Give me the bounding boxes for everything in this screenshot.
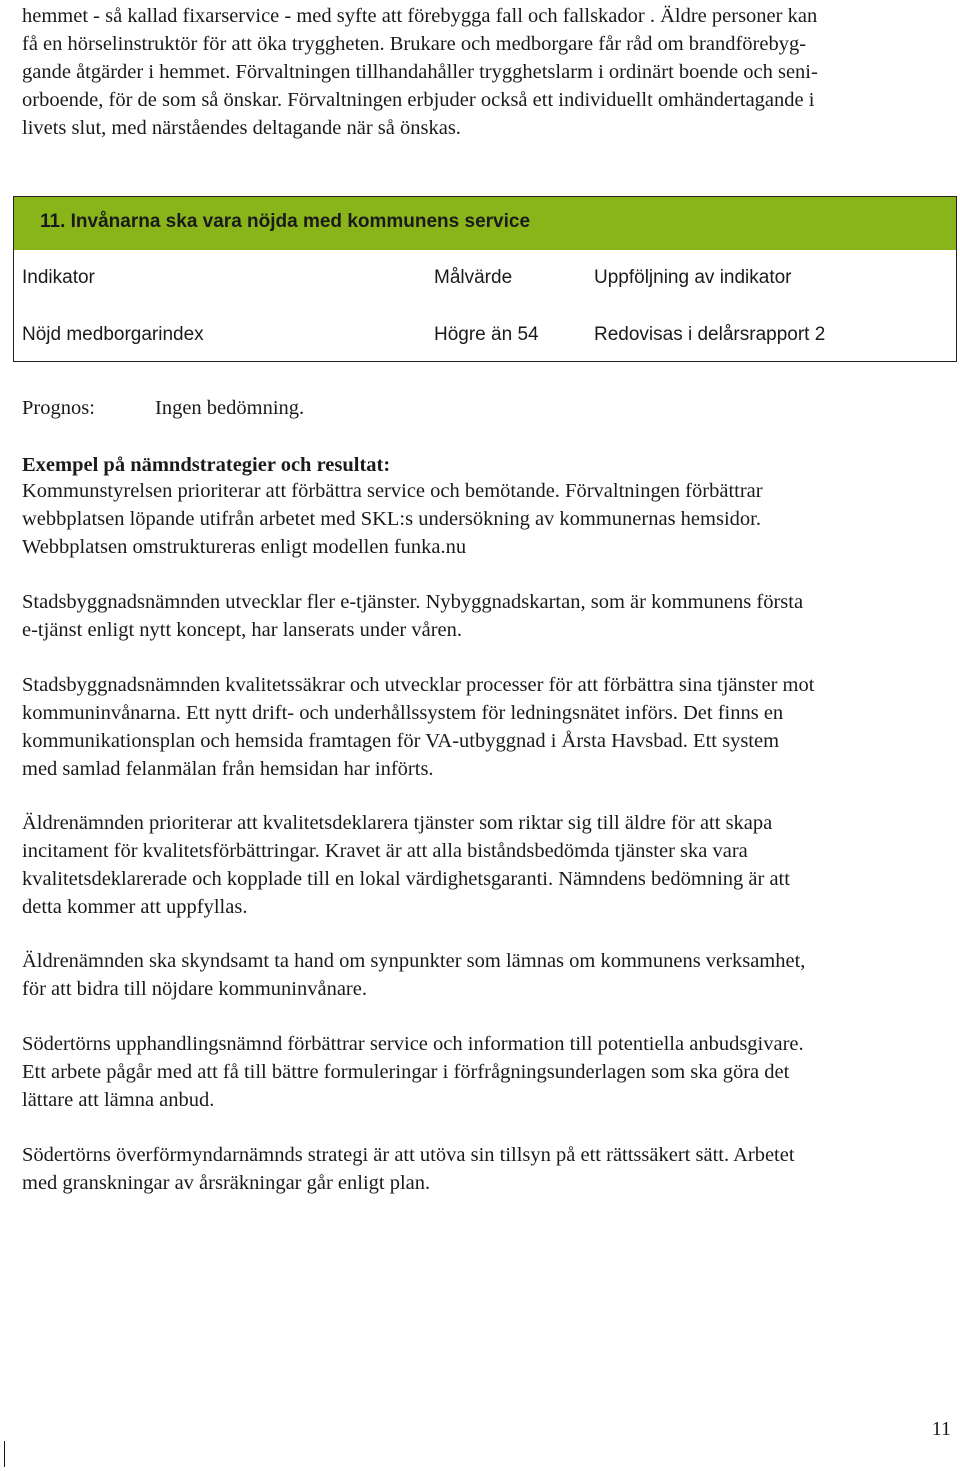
column-header-indicator: Indikator	[22, 267, 95, 288]
text-line: hemmet - så kallad fixarservice - med syfte att förebygga fall och fallskador . Äldre personer kan	[22, 5, 818, 27]
prognos-label: Prognos:	[22, 397, 95, 419]
strategy-paragraph	[22, 1030, 942, 1114]
text-line: Webbplatsen omstruktureras enligt modellen funka.nu	[22, 536, 467, 558]
text-line: Äldrenämnden ska skyndsamt ta hand om synpunkter som lämnas om kommunens verksamhet,	[22, 950, 806, 972]
goal-title: 11. Invånarna ska vara nöjda med kommunens service	[40, 211, 531, 232]
text-line: Kommunstyrelsen prioriterar att förbättra service och bemötande. Förvaltningen förbättrar	[22, 480, 763, 502]
text-line: kvalitetsdeklarerade och kopplade till en lokal värdighetsgaranti. Nämndens bedömning är att	[22, 868, 790, 890]
text-line: livets slut, med närståendes deltagande när så önskas.	[22, 117, 461, 139]
strategy-paragraph	[22, 947, 942, 1003]
page-number: 11	[931, 1418, 951, 1440]
text-line: gande åtgärder i hemmet. Förvaltningen tillhandahåller trygghetslarm i ordinärt boende och seni-	[22, 61, 818, 83]
indicator-followup: Redovisas i delårsrapport 2	[594, 324, 826, 345]
prognos-value: Ingen bedömning.	[155, 397, 305, 419]
text-line: e-tjänst enligt nytt koncept, har lanserats under våren.	[22, 619, 463, 641]
text-line: webbplatsen löpande utifrån arbetet med SKL:s undersökning av kommunernas hemsidor.	[22, 508, 761, 530]
text-line: lättare att lämna anbud.	[22, 1089, 215, 1111]
text-line: kommunikationsplan och hemsida framtagen för VA-utbyggnad i Årsta Havsbad. Ett system	[22, 730, 780, 752]
text-line: Stadsbyggnadsnämnden kvalitetssäkrar och utvecklar processer för att förbättra sina tjänster mot	[22, 674, 815, 696]
text-line: Södertörns upphandlingsnämnd förbättrar service och information till potentiella anbudsgivare.	[22, 1033, 804, 1055]
goal-indicator-box	[13, 196, 957, 362]
text-line: för att bidra till nöjdare kommuninvånare.	[22, 978, 367, 1000]
indicator-target: Högre än 54	[434, 324, 539, 345]
strategy-paragraph	[22, 809, 942, 921]
text-line: Stadsbyggnadsnämnden utvecklar fler e-tjänster. Nybyggnadskartan, som är kommunens första	[22, 591, 804, 613]
text-line: Äldrenämnden prioriterar att kvalitetsdeklarera tjänster som riktar sig till äldre för att skapa	[22, 812, 773, 834]
column-header-target: Målvärde	[434, 267, 513, 288]
text-line: incitament för kvalitetsförbättringar. Kravet är att alla biståndsbedömda tjänster ska vara	[22, 840, 748, 862]
intro-paragraph	[22, 2, 942, 142]
indicator-name: Nöjd medborgarindex	[22, 324, 204, 345]
strategy-paragraph	[22, 671, 942, 783]
strategy-paragraph	[22, 1141, 942, 1197]
strategy-paragraph	[22, 588, 942, 644]
strategy-paragraph	[22, 477, 942, 561]
section-heading: Exempel på nämndstrategier och resultat:	[22, 454, 391, 476]
column-header-followup: Uppföljning av indikator	[594, 267, 792, 288]
text-line: med samlad felanmälan från hemsidan har införts.	[22, 758, 434, 780]
text-line: kommuninvånarna. Ett nytt drift- och underhållssystem för ledningsnätet införs. Det finns en	[22, 702, 784, 724]
text-line: få en hörselinstruktör för att öka tryggheten. Brukare och medborgare får råd om brandförebyg-	[22, 33, 807, 55]
text-line: Ett arbete pågår med att få till bättre formuleringar i förfrågningsunderlagen som ska göra det	[22, 1061, 790, 1083]
margin-divider	[4, 1441, 5, 1467]
text-line: orboende, för de som så önskar. Förvaltningen erbjuder också ett individuellt omhändertagande i	[22, 89, 815, 111]
text-line: med granskningar av årsräkningar går enligt plan.	[22, 1172, 431, 1194]
text-line: Södertörns överförmyndarnämnds strategi är att utöva sin tillsyn på ett rättssäkert sätt. Arbetet	[22, 1144, 795, 1166]
text-line: detta kommer att uppfyllas.	[22, 896, 248, 918]
goal-header-bar	[14, 197, 956, 250]
